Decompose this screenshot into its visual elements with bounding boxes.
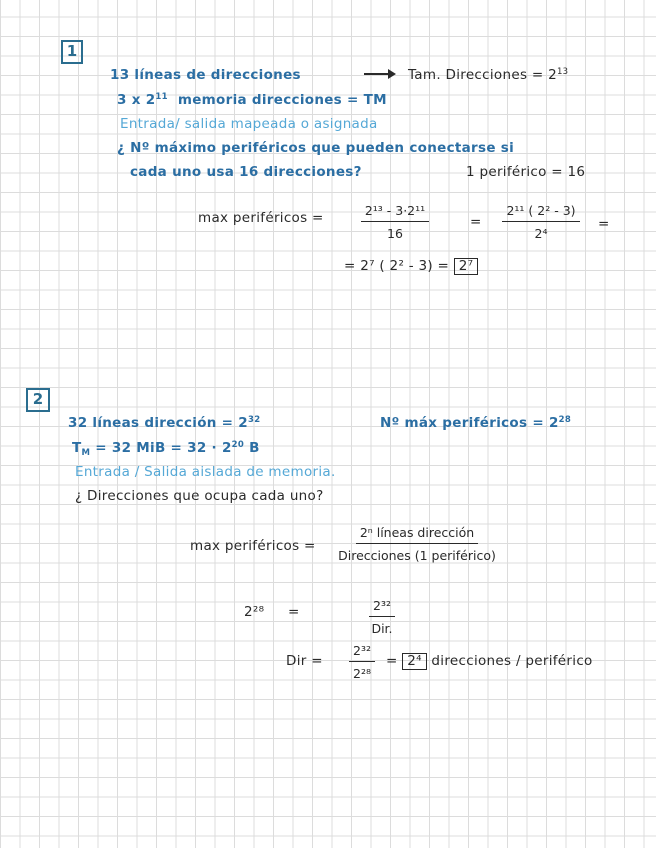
p1-eq2-text: = 2⁷ ( 2² - 3) =	[344, 258, 450, 274]
p2-eq2-equals: =	[288, 604, 300, 620]
p2-eq1-label: max periféricos =	[190, 538, 316, 554]
p2-eq2-lhs: 2²⁸	[244, 604, 265, 620]
p1-eq1-frac1-den: 16	[387, 226, 403, 241]
p2-line-2-t: T	[72, 440, 82, 456]
p2-eq2-num: 2³²	[369, 598, 395, 617]
p1-periferico-size: 1 periférico = 16	[466, 164, 586, 180]
p1-eq1-frac2-num: 2¹¹ ( 2² - 3)	[502, 203, 579, 222]
p1-line-1-right-exp: 13	[556, 67, 569, 77]
p1-answer-box: 2⁷	[454, 258, 479, 275]
p2-eq3-den: 2²⁸	[353, 666, 371, 681]
p2-line-2	[72, 440, 260, 456]
p1-eq2	[344, 258, 478, 275]
p2-line-2-unit: B	[249, 440, 260, 456]
p2-eq2-frac	[358, 598, 406, 636]
p1-line-2-base: 3 x 2	[117, 92, 156, 108]
p2-eq2-den: Dir.	[371, 621, 393, 636]
p2-line-1-right-exp: 28	[558, 415, 572, 425]
p2-eq1-num: 2ⁿ líneas dirección	[356, 525, 478, 544]
p2-eq3-unit: direcciones / periférico	[431, 653, 593, 669]
p2-line-1-left-text: 32 líneas dirección = 2	[68, 415, 248, 431]
p2-line-1-right-text: Nº máx periféricos = 2	[380, 415, 559, 431]
p1-line-1-right-text: Tam. Direcciones = 2	[408, 67, 557, 83]
p2-line-1-left-exp: 32	[247, 415, 261, 425]
p2-eq3-num: 2³²	[349, 643, 375, 662]
p2-line-1-right	[380, 415, 571, 431]
p2-answer-box: 2⁴	[402, 653, 427, 670]
p2-line-2-exp: 20	[231, 440, 245, 450]
p2-line-2-sub: M	[81, 448, 91, 458]
p1-line-1-right	[408, 67, 568, 83]
p1-line-2-exp: 11	[155, 92, 168, 102]
problem-2-number: 2	[26, 388, 50, 412]
p1-line-2	[117, 92, 387, 108]
problem-1-number: 1	[61, 40, 83, 64]
p1-line-3: Entrada/ salida mapeada o asignada	[120, 116, 378, 132]
p1-eq1-equals-2: =	[598, 216, 610, 232]
p1-eq1-frac1	[340, 203, 450, 241]
p2-eq3-lhs: Dir =	[286, 653, 323, 669]
p1-eq1-frac1-num: 2¹³ - 3·2¹¹	[361, 203, 429, 222]
p2-eq3-frac	[344, 643, 380, 681]
p1-eq1-frac2	[490, 203, 592, 241]
p2-line-1-left	[68, 415, 260, 431]
p1-eq1-label: max periféricos =	[198, 210, 324, 226]
p2-eq3-equals: =	[386, 653, 398, 669]
p2-question: ¿ Direcciones que ocupa cada uno?	[75, 488, 324, 504]
p2-line-3: Entrada / Salida aislada de memoria.	[75, 464, 336, 480]
p1-question-cont: cada uno usa 16 direcciones?	[130, 164, 362, 180]
p1-line-2-text: memoria direcciones = TM	[177, 92, 387, 108]
arrow-icon	[364, 73, 394, 75]
p2-line-2-mid: = 32 MiB = 32 · 2	[95, 440, 232, 456]
p1-line-1-left: 13 líneas de direcciones	[110, 67, 301, 83]
p2-eq3-rhs	[386, 653, 593, 670]
p1-question: ¿ Nº máximo periféricos que pueden conectarse si	[117, 140, 515, 156]
p1-eq1-frac2-den: 2⁴	[534, 226, 548, 241]
p1-eq1-equals: =	[470, 214, 482, 230]
p2-eq1-den: Direcciones (1 periférico)	[338, 548, 496, 563]
p2-eq1-frac	[330, 525, 504, 563]
